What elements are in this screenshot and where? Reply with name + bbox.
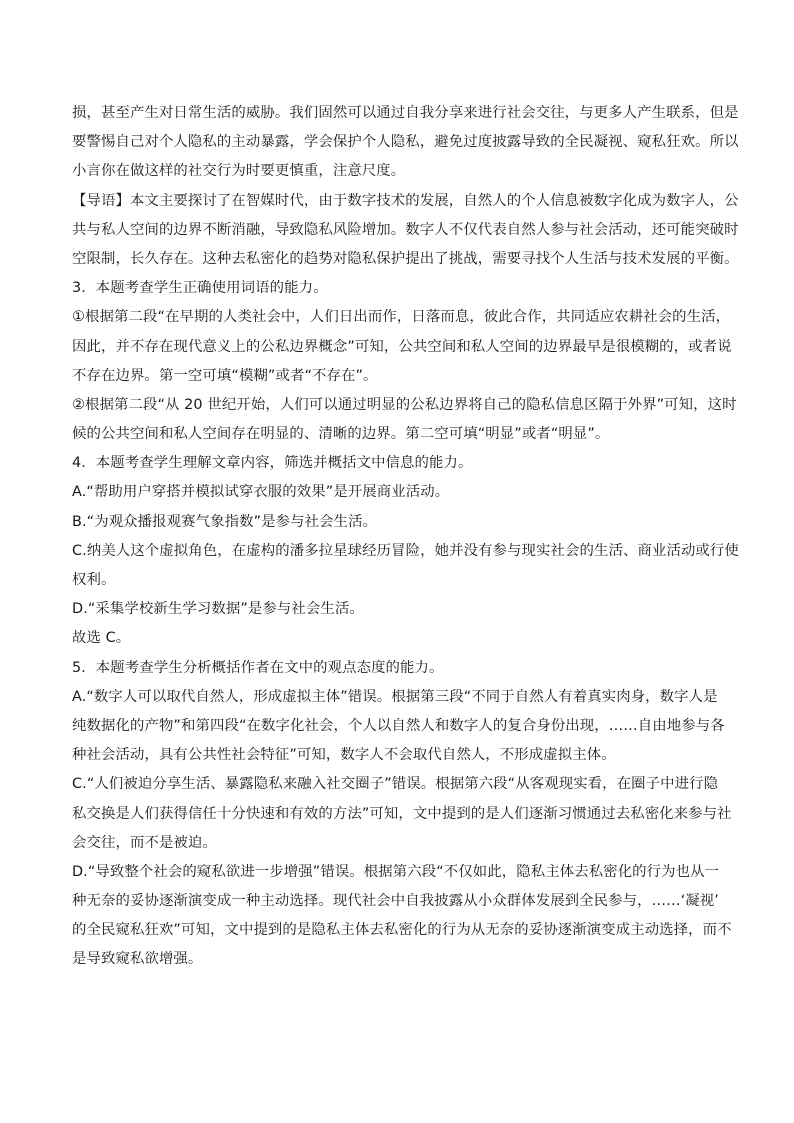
text-line: 损，甚至产生对日常生活的威胁。我们固然可以通过自我分享来进行社会交往，与更多人产生联系，但是 bbox=[72, 105, 739, 121]
question-3-point-1 bbox=[72, 303, 732, 391]
question-3-point-2 bbox=[72, 391, 737, 449]
text-line: 空限制，长久存在。这种去私密化的趋势对隐私保护提出了挑战，需要寻找个人生活与技术发展的平衡。 bbox=[72, 250, 739, 267]
text-line: 权利。 bbox=[72, 572, 116, 588]
text-line: C.“人们被迫分享生活、暴露隐私来融入社交圈子”错误。根据第六段“从客观现实看，在圈子中进行隐 bbox=[72, 776, 719, 793]
text-line: ①根据第二段“在早期的人类社会中，人们日出而作，日落而息，彼此合作，共同适应农耕社会的生活， bbox=[72, 309, 731, 326]
text-line: 要警惕自己对个人隐私的主动暴露，学会保护个人隐私，避免过度披露导致的全民凝视、窥私狂欢。所以 bbox=[72, 134, 739, 151]
text-line: 私交换是人们获得信任十分快速和有效的方法”可知，文中提到的是人们逐渐习惯通过去私密化来参与社 bbox=[72, 805, 732, 822]
text-line: A.“帮助用户穿搭并模拟试穿衣服的效果”是开展商业活动。 bbox=[72, 484, 450, 501]
question-5-option-d bbox=[72, 858, 732, 975]
text-line: C.纳美人这个虚拟角色，在虚构的潘多拉星球经历冒险，她并没有参与现实社会的生活、商业活动或行使 bbox=[72, 542, 739, 559]
text-line: 不存在边界。第一空可填“模糊”或者“不存在”。 bbox=[72, 367, 378, 384]
text-line: B.“为观众播报观赛气象指数”是参与社会生活。 bbox=[72, 513, 378, 530]
question-4-answer bbox=[72, 624, 722, 653]
text-line: A.“数字人可以取代自然人，形成虚拟主体”错误。根据第三段“不同于自然人有着真实肉身，数字人是 bbox=[72, 688, 718, 705]
text-line: 种无奈的妥协逐渐演变成一种主动选择。现代社会中自我披露从小众群体发展到全民参与，……‘凝视’ bbox=[72, 893, 719, 910]
question-4-option-a bbox=[72, 478, 722, 507]
question-4-heading bbox=[72, 449, 722, 478]
text-line: 纯数据化的产物”和第四段“在数字化社会，个人以自然人和数字人的复合身份出现，……自由地参与各 bbox=[72, 717, 725, 734]
text-line: 故选 C。 bbox=[72, 630, 131, 647]
text-line: 会交往，而不是被迫。 bbox=[72, 834, 217, 851]
text-line: 3．本题考查学生正确使用词语的能力。 bbox=[72, 280, 328, 297]
text-line: ②根据第二段“从 20 世纪开始，人们可以通过明显的公私边界将自己的隐私信息区隔于外界”可知，这时 bbox=[72, 396, 737, 413]
document-body bbox=[72, 99, 739, 975]
text-line: 种社会活动，具有公共性社会特征”可知，数字人不会取代自然人，不形成虚拟主体。 bbox=[72, 747, 616, 764]
text-line: 因此，并不存在现代意义上的公私边界概念”可知，公共空间和私人空间的边界最早是很模糊的，或者说 bbox=[72, 338, 732, 355]
paragraph-intro-continuation bbox=[72, 99, 739, 187]
text-line: 共与私人空间的边界不断消融，导致隐私风险增加。数字人不仅代表自然人参与社会活动，还可能突破时 bbox=[72, 221, 739, 238]
paragraph-guide bbox=[72, 187, 739, 275]
text-line: 小言你在做这样的社交行为时要更慎重，注意尺度。 bbox=[72, 163, 406, 180]
question-4-option-c bbox=[72, 537, 739, 595]
question-4-option-d bbox=[72, 595, 722, 624]
question-5-option-c bbox=[72, 770, 732, 858]
question-3-heading bbox=[72, 274, 722, 303]
text-line: 【导语】本文主要探讨了在智媒时代，由于数字技术的发展，自然人的个人信息被数字化成为数字人，公 bbox=[72, 192, 739, 209]
question-5-option-a bbox=[72, 683, 725, 771]
question-5-heading bbox=[72, 654, 722, 683]
text-line: 5．本题考查学生分析概括作者在文中的观点态度的能力。 bbox=[72, 659, 444, 676]
question-4-option-b bbox=[72, 508, 722, 537]
text-line: 4．本题考查学生理解文章内容，筛选并概括文中信息的能力。 bbox=[72, 455, 473, 472]
text-line: 是导致窥私欲增强。 bbox=[72, 951, 203, 968]
text-line: D.“采集学校新生学习数据”是参与社会生活。 bbox=[72, 601, 364, 618]
text-line: 候的公共空间和私人空间存在明显的、清晰的边界。第二空可填“明显”或者“明显”。 bbox=[72, 426, 610, 443]
text-line: 的全民窥私狂欢”可知，文中提到的是隐私主体去私密化的行为从无奈的妥协逐渐演变成主动选择，而不 bbox=[72, 922, 732, 939]
text-line: D.“导致整个社会的窥私欲进一步增强”错误。根据第六段“不仅如此，隐私主体去私密化的行为也从一 bbox=[72, 863, 720, 880]
